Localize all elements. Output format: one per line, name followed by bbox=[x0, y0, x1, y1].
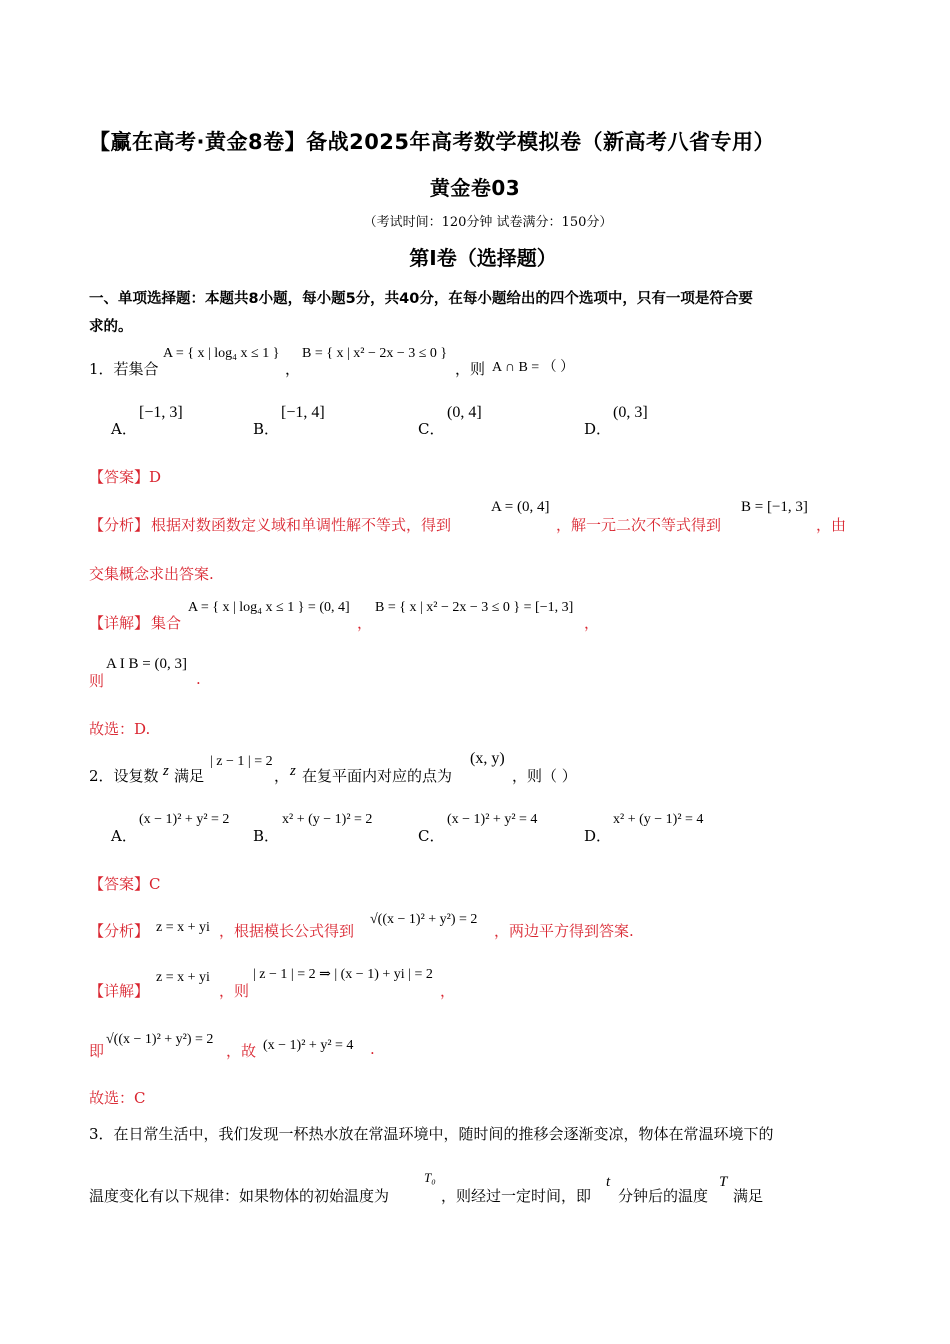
q3-line2-a: 温度变化有以下规律：如果物体的初始温度为 bbox=[89, 1187, 390, 1205]
q2-option-c-value: (x − 1)² + y² = 4 bbox=[447, 812, 538, 827]
q1-stem-prefix: 1．若集合 bbox=[89, 360, 159, 378]
q2-analysis-text2: ，两边平方得到答案. bbox=[494, 922, 634, 940]
q2-stem-mid1: 满足 bbox=[174, 767, 205, 785]
q2-stem-prefix: 2．设复数 bbox=[89, 767, 159, 785]
q2-option-c-letter: C． bbox=[418, 827, 445, 845]
q1-option-b-value: [−1, 4] bbox=[281, 404, 325, 421]
q2-z-var-2: z bbox=[290, 763, 296, 779]
q1-option-c-value: (0, 4] bbox=[447, 404, 482, 421]
q1-option-d-value: (0, 3] bbox=[613, 404, 648, 421]
q2-detail-math1: z = x + yi bbox=[156, 970, 210, 985]
q2-option-b-value: x² + (y − 1)² = 2 bbox=[282, 812, 373, 827]
q2-option-d-letter: D． bbox=[584, 827, 612, 845]
q1-analysis-text4: 交集概念求出答案. bbox=[89, 565, 214, 583]
q2-answer: 【答案】C bbox=[89, 875, 161, 893]
q1-comma: ， bbox=[285, 360, 301, 378]
q3-t-var: t bbox=[606, 1174, 611, 1190]
q2-option-b-letter: B． bbox=[253, 827, 280, 845]
q1-detail-text1: 集合 bbox=[151, 614, 182, 632]
q1-analysis-text1: 根据对数函数定义域和单调性解不等式，得到 bbox=[151, 516, 452, 534]
part-intro-line1: 一、单项选择题：本题共8小题，每小题5分，共40分，在每小题给出的四个选项中，只有一项是符合要 bbox=[89, 291, 753, 307]
q1-option-c-letter: C． bbox=[418, 420, 445, 438]
q2-condition: | z − 1 | = 2 bbox=[210, 754, 273, 769]
q1-analysis-text2: ，解一元二次不等式得到 bbox=[556, 516, 722, 534]
q2-ji-label: 即 bbox=[89, 1042, 105, 1060]
q3-line1: 3．在日常生活中，我们发现一杯热水放在常温环境中，随时间的推移会逐渐变凉，物体在常温环境下的 bbox=[89, 1125, 774, 1143]
q2-stem-suffix: ，则（ ） bbox=[512, 767, 577, 785]
q2-analysis-math1: z = x + yi bbox=[156, 920, 210, 935]
q1-option-d-letter: D． bbox=[584, 420, 612, 438]
q3-line2-c: 分钟后的温度 bbox=[618, 1187, 709, 1205]
q1-then-label: 则 bbox=[89, 672, 105, 690]
page-title: 【赢在高考·黄金8卷】备战2025年高考数学模拟卷（新高考八省专用） bbox=[89, 130, 776, 154]
part-intro-line2: 求的。 bbox=[89, 319, 133, 335]
q2-option-d-value: x² + (y − 1)² = 4 bbox=[613, 812, 704, 827]
q2-ji-math1: √((x − 1)² + y²) = 2 bbox=[106, 1032, 214, 1047]
q1-answer: 【答案】D bbox=[89, 468, 162, 486]
q2-stem-mid3: 在复平面内对应的点为 bbox=[302, 767, 453, 785]
q1-analysis-math1: A = (0, 4] bbox=[491, 499, 550, 515]
q1-then-end: . bbox=[196, 670, 201, 688]
section-heading: 第I卷（选择题） bbox=[409, 246, 557, 270]
q3-t0: T₀ bbox=[424, 1170, 436, 1185]
q2-point: (x, y) bbox=[470, 750, 505, 767]
q1-detail-sep: ， bbox=[357, 614, 373, 632]
q2-detail-end: ， bbox=[440, 982, 456, 1000]
q1-detail-math1: A = { x | log₄ x ≤ 1 } = (0, 4] bbox=[188, 600, 350, 615]
paper-subtitle: 黄金卷03 bbox=[429, 176, 521, 200]
q1-detail-label: 【详解】 bbox=[89, 614, 150, 632]
q1-option-a-letter: A． bbox=[111, 420, 137, 438]
q1-then-math: A I B = (0, 3] bbox=[106, 656, 187, 672]
q1-analysis-label: 【分析】 bbox=[89, 516, 150, 534]
q2-analysis-math2: √((x − 1)² + y²) = 2 bbox=[370, 912, 478, 927]
q1-detail-math2: B = { x | x² − 2x − 3 ≤ 0 } = [−1, 3] bbox=[375, 600, 574, 615]
q2-stem-mid2: ， bbox=[274, 767, 290, 785]
q2-ji-math2: (x − 1)² + y² = 4 bbox=[263, 1038, 354, 1053]
q1-analysis-math2: B = [−1, 3] bbox=[741, 499, 808, 515]
q1-option-a-value: [−1, 3] bbox=[139, 404, 183, 421]
q1-analysis-text3: ，由 bbox=[816, 516, 847, 534]
q2-option-a-letter: A． bbox=[111, 827, 137, 845]
q2-detail-math2: | z − 1 | = 2 ⇒ | (x − 1) + yi | = 2 bbox=[253, 967, 433, 982]
q2-detail-text1: ，则 bbox=[219, 982, 250, 1000]
q2-analysis-label: 【分析】 bbox=[89, 922, 150, 940]
q2-option-a-value: (x − 1)² + y² = 2 bbox=[139, 812, 230, 827]
q1-choice: 故选：D. bbox=[89, 720, 151, 738]
q2-z-var: z bbox=[163, 763, 169, 779]
q1-set-a: A = { x | log₄ x ≤ 1 } bbox=[163, 346, 280, 361]
q1-ask: A ∩ B = （ ） bbox=[492, 360, 575, 375]
q2-ji-text: ，故 bbox=[226, 1042, 257, 1060]
q1-option-b-letter: B． bbox=[253, 420, 280, 438]
q2-choice: 故选：C bbox=[89, 1089, 146, 1107]
q1-stem-suffix: ，则 bbox=[455, 360, 486, 378]
q1-set-b: B = { x | x² − 2x − 3 ≤ 0 } bbox=[302, 346, 448, 361]
q2-ji-end: . bbox=[370, 1040, 375, 1058]
q2-detail-label: 【详解】 bbox=[89, 982, 150, 1000]
exam-info: （考试时间：120分钟 试卷满分：150分） bbox=[363, 215, 613, 230]
q3-line2-b: ，则经过一定时间，即 bbox=[441, 1187, 592, 1205]
q3-T-var: T bbox=[719, 1174, 728, 1190]
q3-line2-d: 满足 bbox=[733, 1187, 764, 1205]
q1-detail-end: ， bbox=[584, 614, 600, 632]
q2-analysis-text1: ，根据模长公式得到 bbox=[219, 922, 355, 940]
